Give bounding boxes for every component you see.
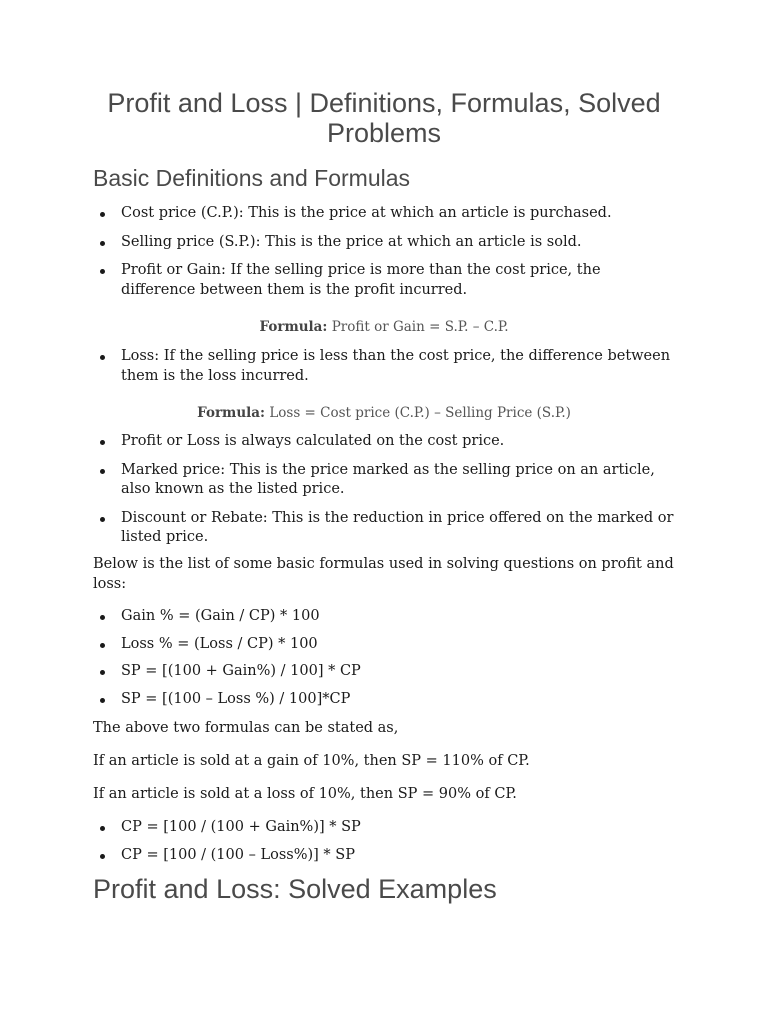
list-item: Selling price (S.P.): This is the price at which an article is sold. [0, 233, 676, 253]
definitions-list-3 [0, 432, 676, 548]
list-item: SP = [(100 – Loss %) / 100]*CP [0, 690, 676, 710]
intro-paragraph: Below is the list of some basic formulas used in solving questions on profit and loss: [93, 556, 674, 592]
bullet-icon [100, 615, 105, 620]
page-title: Profit and Loss | Definitions, Formulas, Solved Problems [107, 88, 661, 148]
list-item: Discount or Rebate: This is the reduction in price offered on the marked or listed price. [0, 509, 676, 548]
formula-loss [84, 404, 684, 424]
formulas-list-2 [0, 818, 676, 865]
bullet-icon [100, 643, 105, 648]
list-item: Loss % = (Loss / CP) * 100 [0, 635, 676, 655]
list-item: Gain % = (Gain / CP) * 100 [0, 607, 676, 627]
list-item: CP = [100 / (100 – Loss%)] * SP [0, 846, 676, 866]
bullet-icon [100, 241, 105, 246]
list-item: Profit or Loss is always calculated on the cost price. [0, 432, 676, 452]
section-heading-basic-definitions: Basic Definitions and Formulas [93, 165, 411, 191]
bullet-icon [100, 355, 105, 360]
bullet-icon [100, 826, 105, 831]
bullet-icon [100, 269, 105, 274]
formulas-list-1 [0, 607, 676, 709]
bullet-icon [100, 698, 105, 703]
list-item: CP = [100 / (100 + Gain%)] * SP [0, 818, 676, 838]
list-item: Loss: If the selling price is less than the cost price, the difference between them is the loss incurred. [0, 347, 676, 386]
bullet-icon [100, 670, 105, 675]
definitions-list-1 [0, 204, 676, 300]
bullet-icon [100, 212, 105, 217]
formula-label: Formula: [197, 405, 266, 421]
list-item: Marked price: This is the price marked as the selling price on an article, also known as the listed price. [0, 461, 676, 500]
example-loss-paragraph: If an article is sold at a loss of 10%, then SP = 90% of CP. [93, 786, 517, 802]
section-heading-solved-examples: Profit and Loss: Solved Examples [93, 874, 497, 904]
list-item: Profit or Gain: If the selling price is more than the cost price, the difference between them is the profit incurred. [0, 261, 676, 300]
note-paragraph: The above two formulas can be stated as, [93, 720, 399, 736]
list-item: Cost price (C.P.): This is the price at which an article is purchased. [0, 204, 676, 224]
bullet-icon [100, 854, 105, 859]
bullet-icon [100, 517, 105, 522]
formula-text: Loss = Cost price (C.P.) – Selling Price (S.P.) [269, 405, 571, 421]
formula-profit [84, 318, 684, 338]
example-gain-paragraph: If an article is sold at a gain of 10%, then SP = 110% of CP. [93, 753, 530, 769]
bullet-icon [100, 469, 105, 474]
formula-text: Profit or Gain = S.P. – C.P. [331, 319, 509, 335]
list-item: SP = [(100 + Gain%) / 100] * CP [0, 662, 676, 682]
definitions-list-2 [0, 347, 676, 386]
bullet-icon [100, 440, 105, 445]
formula-label: Formula: [259, 319, 328, 335]
